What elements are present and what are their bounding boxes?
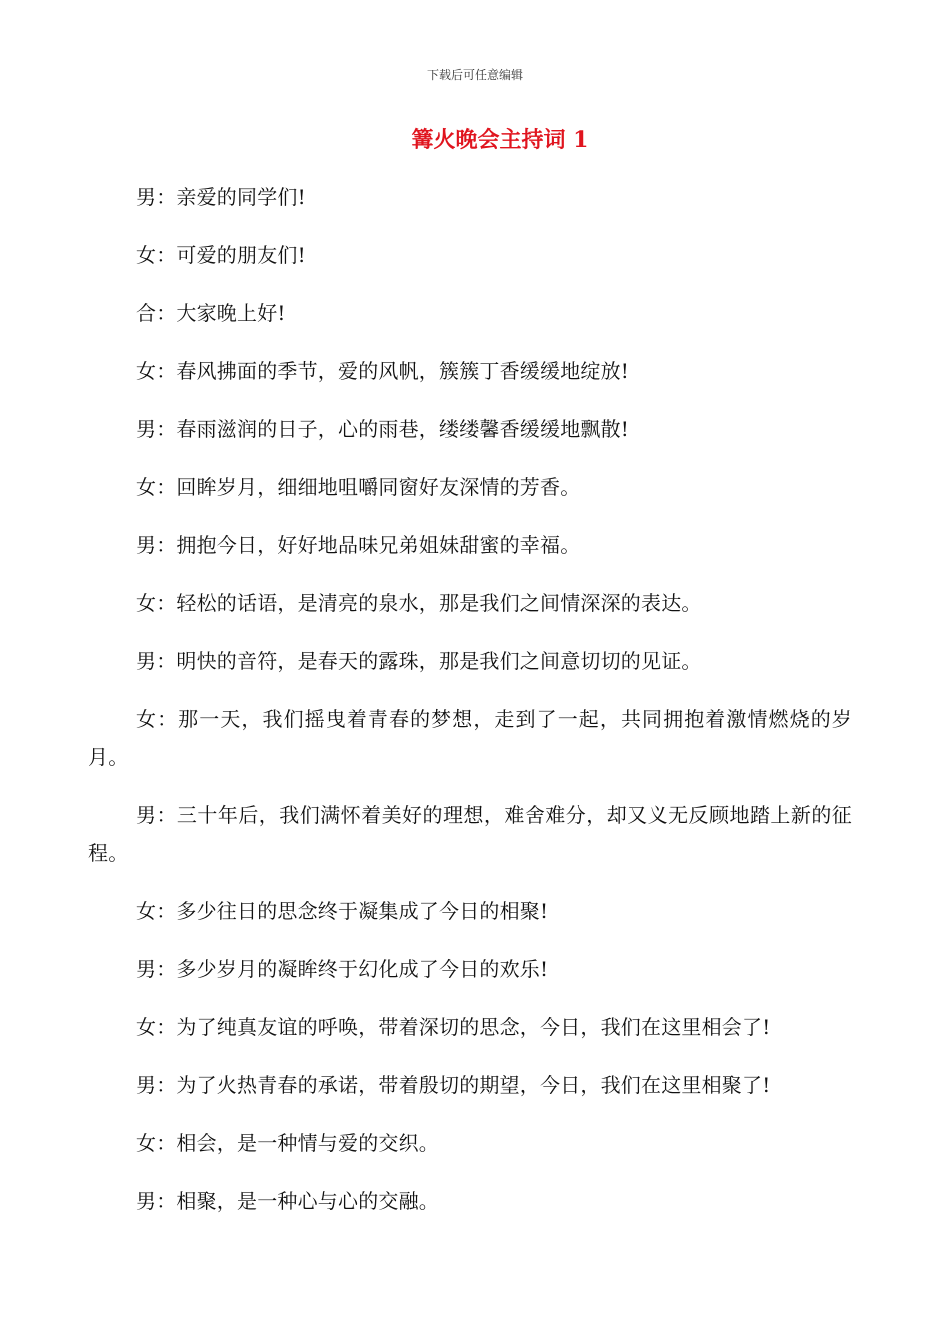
paragraph: 男：亲爱的同学们! [136, 185, 306, 209]
document-body [88, 178, 852, 1240]
paragraph: 男：明快的音符，是春天的露珠，那是我们之间意切切的见证。 [136, 649, 702, 673]
paragraph: 男：春雨滋润的日子，心的雨巷，缕缕馨香缓缓地飘散! [136, 417, 630, 441]
paragraph: 男：三十年后，我们满怀着美好的理想，难舍难分，却又义无反顾地踏上新的征程。 [88, 803, 852, 865]
paragraph: 女：为了纯真友谊的呼唤，带着深切的思念，今日，我们在这里相会了! [136, 1015, 771, 1039]
header-note: 下载后可任意编辑 [426, 68, 523, 82]
paragraph: 合：大家晚上好! [136, 301, 286, 325]
document-title: 篝火晚会主持词 1 [411, 127, 589, 153]
paragraph: 男：为了火热青春的承诺，带着殷切的期望，今日，我们在这里相聚了! [136, 1073, 771, 1097]
paragraph: 女：春风拂面的季节，爱的风帆，簇簇丁香缓缓地绽放! [136, 359, 630, 383]
paragraph: 女：轻松的话语，是清亮的泉水，那是我们之间情深深的表达。 [136, 591, 702, 615]
paragraph: 男：多少岁月的凝眸终于幻化成了今日的欢乐! [136, 957, 549, 981]
paragraph: 女：相会，是一种情与爱的交织。 [136, 1131, 439, 1155]
paragraph: 女：回眸岁月，细细地咀嚼同窗好友深情的芳香。 [136, 475, 581, 499]
paragraph: 女：多少往日的思念终于凝集成了今日的相聚! [136, 899, 549, 923]
paragraph: 男：拥抱今日，好好地品味兄弟姐妹甜蜜的幸福。 [136, 533, 581, 557]
paragraph: 女：那一天，我们摇曳着青春的梦想，走到了一起，共同拥抱着激情燃烧的岁月。 [88, 707, 852, 769]
paragraph: 男：相聚，是一种心与心的交融。 [136, 1189, 439, 1213]
paragraph: 女：可爱的朋友们! [136, 243, 306, 267]
